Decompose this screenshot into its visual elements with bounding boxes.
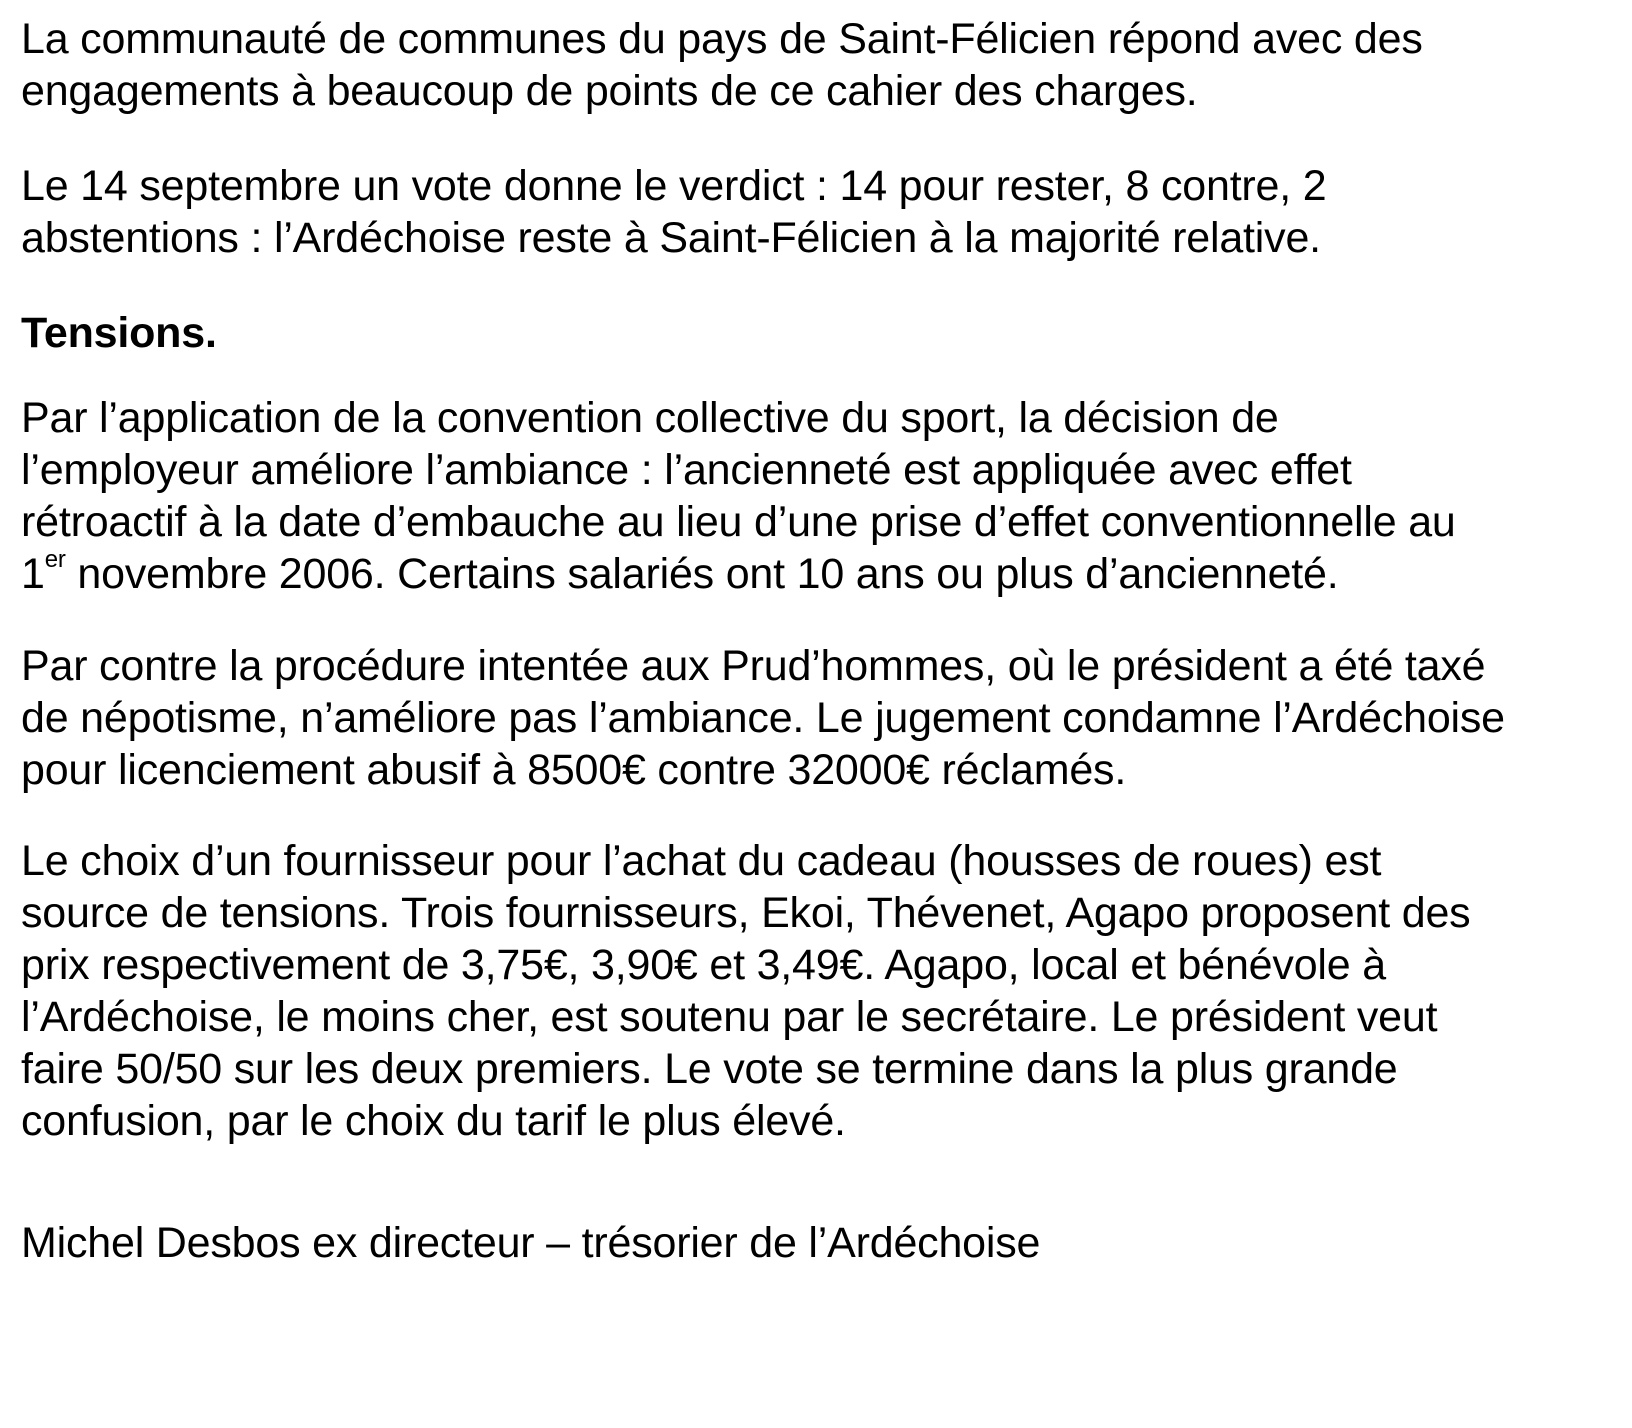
paragraph-fournisseur bbox=[21, 835, 1470, 1147]
text-line: abstentions : l’Ardéchoise reste à Saint-Félicien à la majorité relative. bbox=[21, 214, 1321, 262]
text-line: Par l’application de la convention collective du sport, la décision de bbox=[21, 394, 1279, 442]
text-line: l’Ardéchoise, le moins cher, est soutenu par le secrétaire. Le président veut bbox=[21, 993, 1438, 1041]
paragraph-communaute bbox=[21, 13, 1423, 117]
text-line: engagements à beaucoup de points de ce cahier des charges. bbox=[21, 67, 1198, 115]
text-line: source de tensions. Trois fournisseurs, Ekoi, Thévenet, Agapo proposent des bbox=[21, 889, 1471, 937]
text-line: Le choix d’un fournisseur pour l’achat du cadeau (housses de roues) est bbox=[21, 837, 1382, 885]
text-line: de népotisme, n’améliore pas l’ambiance. Le jugement condamne l’Ardéchoise bbox=[21, 694, 1505, 742]
text-line: prix respectivement de 3,75€, 3,90€ et 3,49€. Agapo, local et bénévole à bbox=[21, 941, 1386, 989]
date-number: 1 bbox=[21, 550, 45, 598]
paragraph-prudhommes bbox=[21, 640, 1505, 796]
date-rest: novembre 2006. Certains salariés ont 10 ans ou plus d’ancienneté. bbox=[65, 550, 1339, 598]
paragraph-vote bbox=[21, 160, 1326, 264]
ordinal-suffix: er bbox=[44, 545, 66, 573]
text-line: faire 50/50 sur les deux premiers. Le vote se termine dans la plus grande bbox=[21, 1045, 1398, 1093]
text-line: La communauté de communes du pays de Saint-Félicien répond avec des bbox=[21, 15, 1423, 63]
text-line: l’employeur améliore l’ambiance : l’ancienneté est appliquée avec effet bbox=[21, 446, 1352, 494]
text-line: rétroactif à la date d’embauche au lieu d’une prise d’effet conventionnelle au bbox=[21, 498, 1456, 546]
signature: Michel Desbos ex directeur – trésorier de l’Ardéchoise bbox=[21, 1219, 1041, 1267]
section-heading: Tensions. bbox=[21, 309, 217, 357]
text-line bbox=[21, 545, 1456, 600]
text-line: confusion, par le choix du tarif le plus élevé. bbox=[21, 1097, 846, 1145]
paragraph-convention bbox=[21, 392, 1456, 600]
text-line: Le 14 septembre un vote donne le verdict : 14 pour rester, 8 contre, 2 bbox=[21, 162, 1327, 210]
text-line: pour licenciement abusif à 8500€ contre 32000€ réclamés. bbox=[21, 746, 1127, 794]
text-line: Par contre la procédure intentée aux Prud’hommes, où le président a été taxé bbox=[21, 642, 1486, 690]
